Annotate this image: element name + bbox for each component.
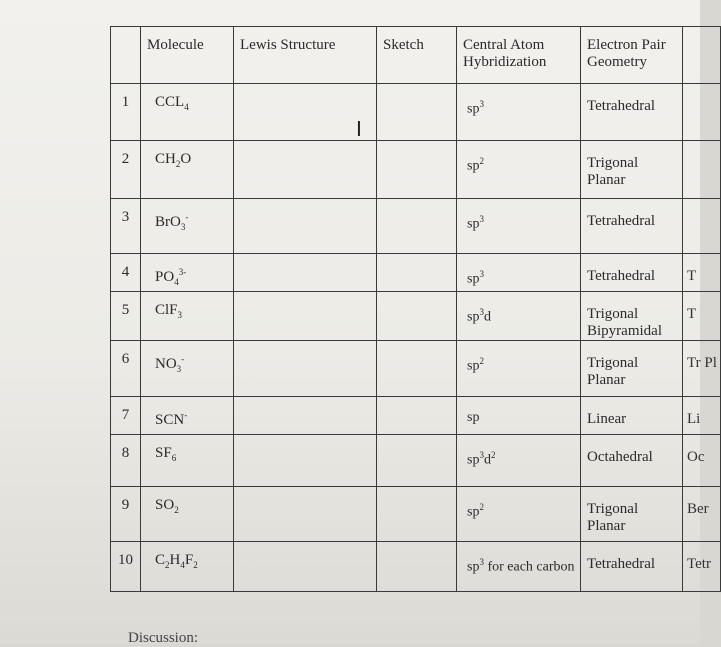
- sketch-cell: [377, 435, 457, 487]
- hybridization-cell: $sp^2$: [457, 341, 581, 397]
- geometry-cell: Trigonal Planar: [581, 487, 683, 542]
- molecule-cell: $SO_2$: [141, 487, 234, 542]
- sketch-cell: [377, 254, 457, 292]
- row-number: 7: [111, 397, 141, 435]
- molecule-cell: SCN-: [141, 397, 234, 435]
- lewis-structure-cell: [234, 397, 377, 435]
- extra-cell: Tr Pl: [683, 341, 721, 397]
- hybridization-cell: $sp^2$: [457, 141, 581, 199]
- hybridization-cell: $sp^3d$: [457, 292, 581, 341]
- hybridization-cell: $sp^3$ for each carbon: [457, 542, 581, 592]
- hybridization-cell: $sp^3d^2$: [457, 435, 581, 487]
- molecule-cell: BrO$_3$-: [141, 199, 234, 254]
- geometry-cell: Linear: [581, 397, 683, 435]
- geometry-cell: Tetrahedral: [581, 542, 683, 592]
- lewis-structure-cell: [234, 254, 377, 292]
- molecule-cell: $SF_6$: [141, 435, 234, 487]
- hybridization-cell: $sp^3$: [457, 199, 581, 254]
- header-geometry: Electron Pair Geometry: [581, 27, 683, 84]
- sketch-cell: [377, 292, 457, 341]
- header-number: [111, 27, 141, 84]
- row-number: 4: [111, 254, 141, 292]
- table-row: [111, 141, 721, 199]
- lewis-structure-cell: [234, 487, 377, 542]
- extra-cell: [683, 84, 721, 141]
- discussion-label: Discussion:: [128, 630, 199, 646]
- row-number: 2: [111, 141, 141, 199]
- sketch-cell: [377, 542, 457, 592]
- extra-cell: Li: [683, 397, 721, 435]
- geometry-cell: Trigonal Bipyramidal: [581, 292, 683, 341]
- table-row: [111, 341, 721, 397]
- table-row: [111, 254, 721, 292]
- molecule-cell: $NO_3^-$: [141, 341, 234, 397]
- row-number: 8: [111, 435, 141, 487]
- molecule-cell: $C_2H_4F_2$: [141, 542, 234, 592]
- geometry-cell: Octahedral: [581, 435, 683, 487]
- extra-cell: Oc: [683, 435, 721, 487]
- molecule-cell: ClF$_3$: [141, 292, 234, 341]
- hybridization-cell: sp: [457, 397, 581, 435]
- lewis-structure-cell: [234, 292, 377, 341]
- lewis-structure-cell: [234, 542, 377, 592]
- sketch-cell: [377, 141, 457, 199]
- molecule-cell: $CH_2O$: [141, 141, 234, 199]
- geometry-cell: Tetrahedral: [581, 84, 683, 141]
- row-number: 9: [111, 487, 141, 542]
- row-number: 10: [111, 542, 141, 592]
- row-number: 6: [111, 341, 141, 397]
- row-number: 3: [111, 199, 141, 254]
- hybridization-cell: $sp^3$: [457, 254, 581, 292]
- lewis-structure-cell: [234, 341, 377, 397]
- extra-cell: [683, 199, 721, 254]
- sketch-cell: [377, 397, 457, 435]
- hybridization-cell: $sp^2$: [457, 487, 581, 542]
- lewis-structure-cell: [234, 435, 377, 487]
- header-row: [111, 27, 721, 84]
- table-row: [111, 199, 721, 254]
- extra-cell: Ber: [683, 487, 721, 542]
- extra-cell: T: [683, 254, 721, 292]
- lewis-structure-cell: [234, 199, 377, 254]
- sketch-cell: [377, 487, 457, 542]
- extra-cell: [683, 141, 721, 199]
- geometry-cell: Trigonal Planar: [581, 141, 683, 199]
- table-row: [111, 487, 721, 542]
- molecule-cell: $PO_4^{3-}$: [141, 254, 234, 292]
- sketch-cell: [377, 84, 457, 141]
- sketch-cell: [377, 341, 457, 397]
- table-row: [111, 542, 721, 592]
- sketch-cell: [377, 199, 457, 254]
- extra-cell: T: [683, 292, 721, 341]
- table-row: [111, 435, 721, 487]
- header-hybridization: Central Atom Hybridization: [457, 27, 581, 84]
- geometry-cell: Tetrahedral: [581, 199, 683, 254]
- row-number: 5: [111, 292, 141, 341]
- extra-cell: Tetr: [683, 542, 721, 592]
- header-lewis-structure: Lewis Structure: [234, 27, 377, 84]
- lewis-structure-cell: [234, 141, 377, 199]
- molecule-cell: $CCL_4$: [141, 84, 234, 141]
- table-row: [111, 397, 721, 435]
- geometry-cell: Tetrahedral: [581, 254, 683, 292]
- header-extra: [683, 27, 721, 84]
- text-cursor-icon: I: [356, 117, 362, 141]
- molecule-table: [110, 26, 721, 592]
- hybridization-cell: $sp^3$: [457, 84, 581, 141]
- table-row: [111, 292, 721, 341]
- table-row: [111, 84, 721, 141]
- header-molecule: Molecule: [141, 27, 234, 84]
- header-sketch: Sketch: [377, 27, 457, 84]
- geometry-cell: Trigonal Planar: [581, 341, 683, 397]
- row-number: 1: [111, 84, 141, 141]
